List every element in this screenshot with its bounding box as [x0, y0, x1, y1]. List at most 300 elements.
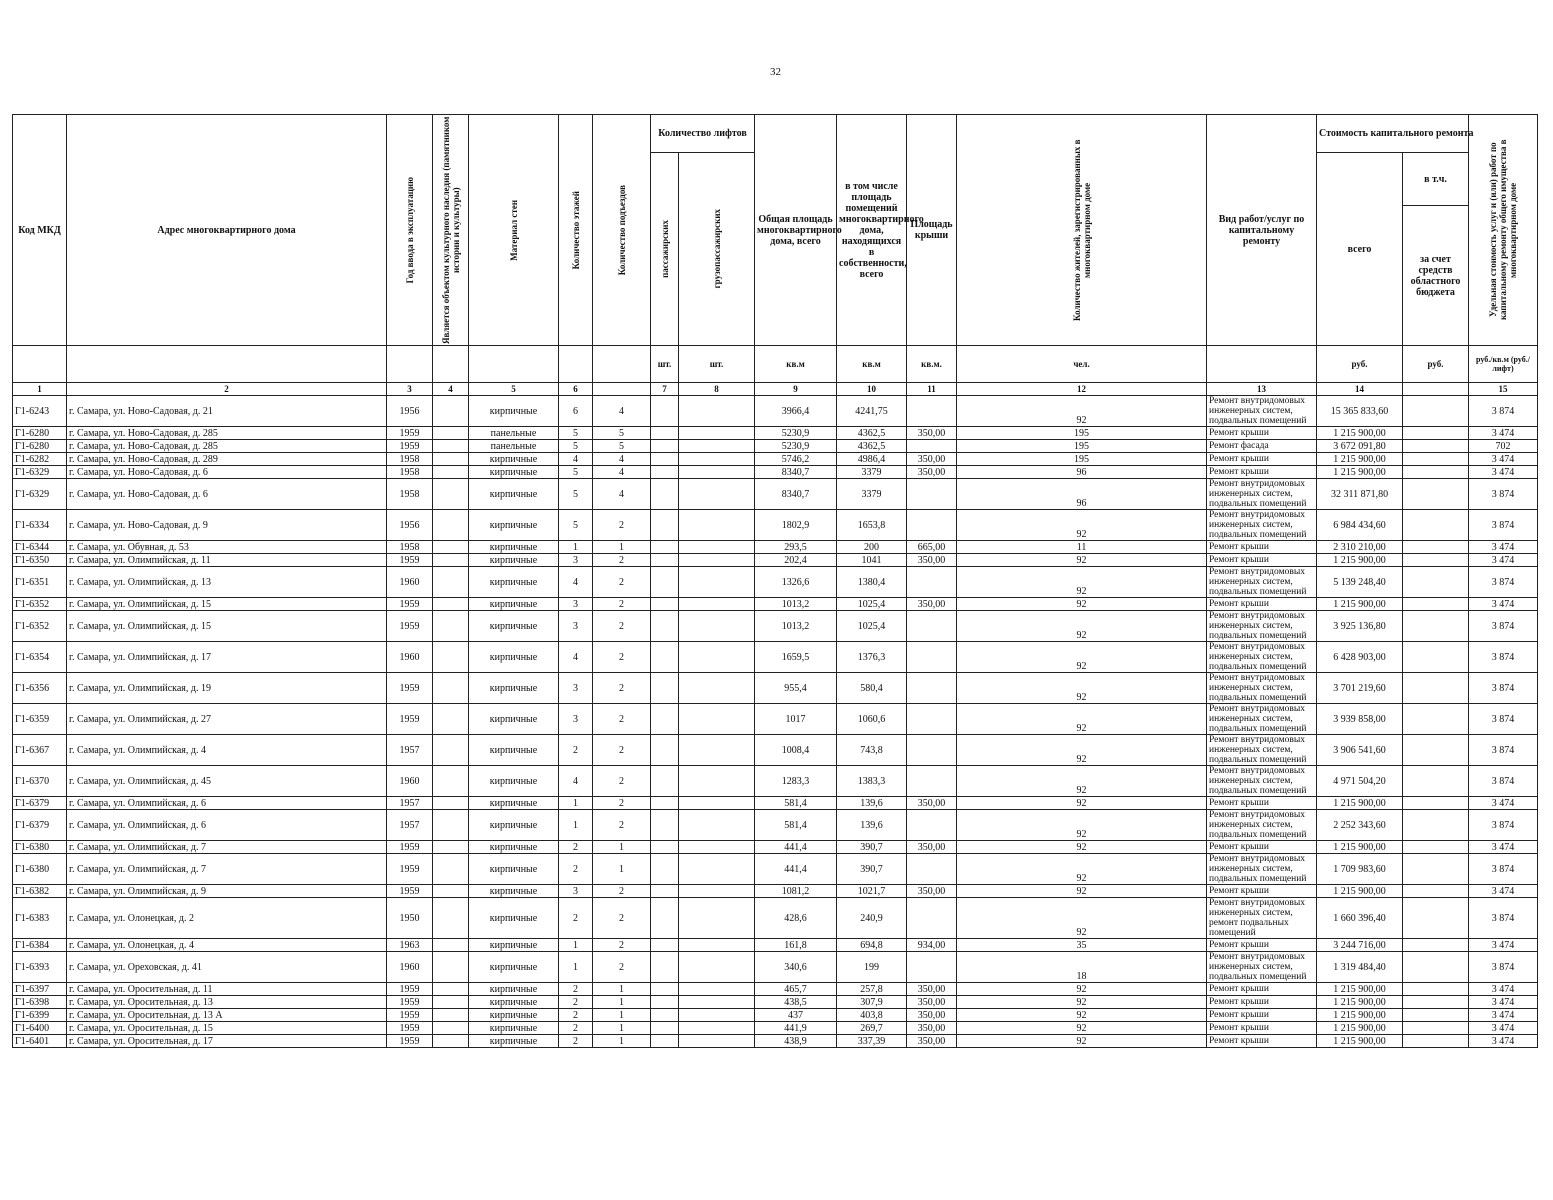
cell-cost-total: 1 215 900,00: [1317, 453, 1403, 466]
cell-residents: 92: [957, 983, 1207, 996]
cell-heritage: [433, 885, 469, 898]
cell-lifts-freight: [679, 673, 755, 704]
cell-work-type: Ремонт внутридомовых инженерных систем, подвальных помещений: [1207, 704, 1317, 735]
cell-unit-cost: 3 874: [1469, 611, 1538, 642]
cell-heritage: [433, 554, 469, 567]
cell-cost-regional: [1403, 810, 1469, 841]
cell-entrances: 1: [593, 541, 651, 554]
cell-cost-total: 1 215 900,00: [1317, 466, 1403, 479]
cell-cost-regional: [1403, 1022, 1469, 1035]
cell-work-type: Ремонт крыши: [1207, 466, 1317, 479]
cell-code: Г1-6334: [13, 510, 67, 541]
cell-lifts-freight: [679, 1035, 755, 1048]
cell-work-type: Ремонт крыши: [1207, 453, 1317, 466]
cell-address: г. Самара, ул. Олонецкая, д. 2: [67, 898, 387, 939]
cell-code: Г1-6351: [13, 567, 67, 598]
column-number: 1: [13, 383, 67, 396]
cell-entrances: 4: [593, 453, 651, 466]
cell-lifts-freight: [679, 541, 755, 554]
cell-year: 1960: [387, 952, 433, 983]
cell-entrances: 1: [593, 1035, 651, 1048]
cell-roof-area: 934,00: [907, 939, 957, 952]
cell-residents: 195: [957, 440, 1207, 453]
cell-work-type: Ремонт крыши: [1207, 885, 1317, 898]
cell-code: Г1-6354: [13, 642, 67, 673]
cell-work-type: Ремонт крыши: [1207, 939, 1317, 952]
cell-total-area: 1802,9: [755, 510, 837, 541]
cell-cost-regional: [1403, 766, 1469, 797]
cell-floors: 4: [559, 766, 593, 797]
cell-year: 1959: [387, 854, 433, 885]
cell-total-area: 441,4: [755, 841, 837, 854]
cell-address: г. Самара, ул. Олимпийская, д. 7: [67, 854, 387, 885]
cell-address: г. Самара, ул. Олимпийская, д. 15: [67, 611, 387, 642]
cell-residents: 92: [957, 996, 1207, 1009]
cell-entrances: 5: [593, 427, 651, 440]
cell-code: Г1-6397: [13, 983, 67, 996]
cell-cost-total: 1 215 900,00: [1317, 1035, 1403, 1048]
cell-lifts-passenger: [651, 567, 679, 598]
column-number: 2: [67, 383, 387, 396]
table-row: [13, 939, 1538, 952]
cell-total-area: 8340,7: [755, 479, 837, 510]
cell-floors: 4: [559, 453, 593, 466]
cell-wall: кирпичные: [469, 996, 559, 1009]
cell-year: 1959: [387, 1035, 433, 1048]
header-code: Код МКД: [13, 115, 67, 346]
cell-year: 1950: [387, 898, 433, 939]
cell-code: Г1-6398: [13, 996, 67, 1009]
column-number: 8: [679, 383, 755, 396]
table-row: [13, 766, 1538, 797]
cell-owned-area: 4241,75: [837, 396, 907, 427]
cell-roof-area: [907, 396, 957, 427]
cell-heritage: [433, 996, 469, 1009]
header-work-type: Вид работ/услуг по капитальному ремонту: [1207, 115, 1317, 346]
cell-entrances: 2: [593, 939, 651, 952]
cell-work-type: Ремонт крыши: [1207, 797, 1317, 810]
cell-cost-regional: [1403, 510, 1469, 541]
cell-owned-area: 1383,3: [837, 766, 907, 797]
cell-year: 1956: [387, 510, 433, 541]
cell-residents: 92: [957, 810, 1207, 841]
cell-floors: 2: [559, 841, 593, 854]
cell-year: 1960: [387, 766, 433, 797]
cell-lifts-passenger: [651, 885, 679, 898]
cell-address: г. Самара, ул. Ново-Садовая, д. 289: [67, 453, 387, 466]
table-row: [13, 1009, 1538, 1022]
unit-cost-regional: руб.: [1403, 346, 1469, 383]
cell-wall: кирпичные: [469, 735, 559, 766]
cell-heritage: [433, 704, 469, 735]
cell-wall: кирпичные: [469, 810, 559, 841]
cell-cost-total: 3 906 541,60: [1317, 735, 1403, 766]
cell-lifts-passenger: [651, 996, 679, 1009]
cell-lifts-freight: [679, 479, 755, 510]
cell-lifts-freight: [679, 440, 755, 453]
cell-lifts-freight: [679, 704, 755, 735]
table-row: [13, 996, 1538, 1009]
unit-roof: кв.м.: [907, 346, 957, 383]
header-residents: Количество жителей, зарегистрированных в многоквартирном доме: [1071, 139, 1092, 321]
cell-address: г. Самара, ул. Олимпийская, д. 45: [67, 766, 387, 797]
cell-unit-cost: 3 474: [1469, 996, 1538, 1009]
cell-cost-total: 6 984 434,60: [1317, 510, 1403, 541]
cell-cost-total: 1 215 900,00: [1317, 841, 1403, 854]
cell-cost-total: 3 939 858,00: [1317, 704, 1403, 735]
cell-work-type: Ремонт крыши: [1207, 554, 1317, 567]
column-number: 9: [755, 383, 837, 396]
cell-cost-regional: [1403, 996, 1469, 1009]
cell-unit-cost: 702: [1469, 440, 1538, 453]
cell-lifts-passenger: [651, 810, 679, 841]
cell-total-area: 428,6: [755, 898, 837, 939]
cell-total-area: 1659,5: [755, 642, 837, 673]
cell-heritage: [433, 453, 469, 466]
cell-unit-cost: 3 474: [1469, 1022, 1538, 1035]
cell-code: Г1-6379: [13, 810, 67, 841]
cell-total-area: 438,5: [755, 996, 837, 1009]
cell-unit-cost: 3 474: [1469, 797, 1538, 810]
capital-repair-table: [12, 114, 1538, 1048]
cell-year: 1959: [387, 996, 433, 1009]
cell-residents: 92: [957, 885, 1207, 898]
table-row: [13, 898, 1538, 939]
cell-address: г. Самара, ул. Ново-Садовая, д. 6: [67, 466, 387, 479]
cell-work-type: Ремонт крыши: [1207, 427, 1317, 440]
header-entrances: Количество подъездов: [616, 184, 627, 276]
cell-owned-area: 743,8: [837, 735, 907, 766]
cell-work-type: Ремонт внутридомовых инженерных систем, подвальных помещений: [1207, 642, 1317, 673]
cell-heritage: [433, 983, 469, 996]
cell-lifts-passenger: [651, 704, 679, 735]
cell-owned-area: 580,4: [837, 673, 907, 704]
cell-entrances: 2: [593, 704, 651, 735]
cell-roof-area: 350,00: [907, 466, 957, 479]
cell-residents: 92: [957, 735, 1207, 766]
cell-heritage: [433, 1035, 469, 1048]
cell-unit-cost: 3 874: [1469, 854, 1538, 885]
cell-owned-area: 199: [837, 952, 907, 983]
cell-unit-cost: 3 474: [1469, 983, 1538, 996]
cell-total-area: 1283,3: [755, 766, 837, 797]
cell-heritage: [433, 952, 469, 983]
cell-wall: кирпичные: [469, 567, 559, 598]
cell-total-area: 1081,2: [755, 885, 837, 898]
cell-residents: 92: [957, 611, 1207, 642]
cell-wall: панельные: [469, 427, 559, 440]
cell-cost-total: 4 971 504,20: [1317, 766, 1403, 797]
cell-heritage: [433, 810, 469, 841]
header-lifts-freight: грузопассажирских: [711, 209, 722, 289]
unit-owned-area: кв.м: [837, 346, 907, 383]
cell-entrances: 2: [593, 598, 651, 611]
cell-owned-area: 1380,4: [837, 567, 907, 598]
cell-cost-total: 3 244 716,00: [1317, 939, 1403, 952]
cell-code: Г1-6282: [13, 453, 67, 466]
header-lifts-passenger: пассажирских: [659, 220, 670, 278]
table-row: [13, 466, 1538, 479]
cell-address: г. Самара, ул. Олимпийская, д. 17: [67, 642, 387, 673]
cell-lifts-passenger: [651, 554, 679, 567]
cell-lifts-freight: [679, 1022, 755, 1035]
cell-heritage: [433, 1022, 469, 1035]
unit-lifts-freight: шт.: [679, 346, 755, 383]
cell-cost-total: 1 215 900,00: [1317, 797, 1403, 810]
cell-roof-area: [907, 735, 957, 766]
cell-wall: кирпичные: [469, 952, 559, 983]
cell-owned-area: 3379: [837, 479, 907, 510]
cell-owned-area: 694,8: [837, 939, 907, 952]
cell-floors: 2: [559, 1009, 593, 1022]
cell-total-area: 161,8: [755, 939, 837, 952]
cell-unit-cost: 3 474: [1469, 453, 1538, 466]
cell-residents: 92: [957, 1035, 1207, 1048]
cell-lifts-passenger: [651, 396, 679, 427]
cell-floors: 2: [559, 1022, 593, 1035]
cell-wall: кирпичные: [469, 704, 559, 735]
cell-address: г. Самара, ул. Ореховская, д. 41: [67, 952, 387, 983]
cell-cost-regional: [1403, 1009, 1469, 1022]
cell-address: г. Самара, ул. Оросительная, д. 13: [67, 996, 387, 1009]
cell-wall: кирпичные: [469, 898, 559, 939]
cell-cost-total: 3 701 219,60: [1317, 673, 1403, 704]
unit-lifts-passenger: шт.: [651, 346, 679, 383]
header-cost-regional: за счет средств областного бюджета: [1403, 206, 1469, 346]
table-row: [13, 841, 1538, 854]
cell-heritage: [433, 427, 469, 440]
cell-roof-area: 665,00: [907, 541, 957, 554]
cell-lifts-freight: [679, 611, 755, 642]
cell-heritage: [433, 541, 469, 554]
column-number: 3: [387, 383, 433, 396]
cell-unit-cost: 3 874: [1469, 952, 1538, 983]
cell-total-area: 955,4: [755, 673, 837, 704]
cell-lifts-freight: [679, 396, 755, 427]
cell-year: 1957: [387, 797, 433, 810]
cell-year: 1959: [387, 1022, 433, 1035]
cell-entrances: 2: [593, 810, 651, 841]
cell-code: Г1-6352: [13, 611, 67, 642]
cell-roof-area: 350,00: [907, 996, 957, 1009]
cell-lifts-freight: [679, 898, 755, 939]
cell-code: Г1-6329: [13, 479, 67, 510]
table-row: [13, 797, 1538, 810]
cell-code: Г1-6384: [13, 939, 67, 952]
table-row: [13, 598, 1538, 611]
cell-cost-regional: [1403, 567, 1469, 598]
cell-roof-area: [907, 766, 957, 797]
cell-total-area: 1017: [755, 704, 837, 735]
cell-wall: кирпичные: [469, 396, 559, 427]
cell-lifts-passenger: [651, 735, 679, 766]
cell-year: 1959: [387, 1009, 433, 1022]
cell-work-type: Ремонт фасада: [1207, 440, 1317, 453]
cell-cost-regional: [1403, 898, 1469, 939]
cell-residents: 11: [957, 541, 1207, 554]
cell-floors: 4: [559, 642, 593, 673]
cell-wall: кирпичные: [469, 453, 559, 466]
cell-lifts-freight: [679, 567, 755, 598]
cell-cost-regional: [1403, 466, 1469, 479]
cell-cost-total: 1 215 900,00: [1317, 1022, 1403, 1035]
column-number: 10: [837, 383, 907, 396]
cell-roof-area: [907, 673, 957, 704]
unit-total-area: кв.м: [755, 346, 837, 383]
column-numbers-row: [13, 383, 1538, 396]
header-cost: Стоимость капитального ремонта: [1317, 115, 1469, 153]
cell-total-area: 3966,4: [755, 396, 837, 427]
header-year: Год ввода в эксплуатацию: [404, 176, 415, 284]
cell-address: г. Самара, ул. Олимпийская, д. 13: [67, 567, 387, 598]
cell-entrances: 2: [593, 611, 651, 642]
cell-residents: 96: [957, 466, 1207, 479]
cell-residents: 92: [957, 673, 1207, 704]
cell-lifts-passenger: [651, 611, 679, 642]
cell-work-type: Ремонт внутридомовых инженерных систем, подвальных помещений: [1207, 673, 1317, 704]
cell-total-area: 340,6: [755, 952, 837, 983]
cell-address: г. Самара, ул. Олимпийская, д. 27: [67, 704, 387, 735]
cell-floors: 2: [559, 983, 593, 996]
cell-cost-total: 1 660 396,40: [1317, 898, 1403, 939]
cell-floors: 6: [559, 396, 593, 427]
header-owned-area: в том числе площадь помещений многоквартирного дома, находящихся в собственности, всего: [837, 115, 907, 346]
cell-cost-total: 3 672 091,80: [1317, 440, 1403, 453]
table-row: [13, 541, 1538, 554]
cell-cost-total: 2 252 343,60: [1317, 810, 1403, 841]
cell-total-area: 5230,9: [755, 440, 837, 453]
cell-cost-regional: [1403, 642, 1469, 673]
cell-code: Г1-6344: [13, 541, 67, 554]
cell-floors: 2: [559, 898, 593, 939]
cell-lifts-freight: [679, 810, 755, 841]
cell-lifts-passenger: [651, 939, 679, 952]
page-number: 32: [770, 66, 781, 78]
cell-year: 1963: [387, 939, 433, 952]
cell-entrances: 2: [593, 567, 651, 598]
cell-wall: кирпичные: [469, 510, 559, 541]
cell-year: 1960: [387, 567, 433, 598]
cell-code: Г1-6329: [13, 466, 67, 479]
header-cost-incl: в т.ч.: [1403, 153, 1469, 206]
cell-roof-area: [907, 952, 957, 983]
cell-work-type: Ремонт крыши: [1207, 1022, 1317, 1035]
cell-owned-area: 4986,4: [837, 453, 907, 466]
cell-lifts-passenger: [651, 952, 679, 983]
cell-code: Г1-6350: [13, 554, 67, 567]
header-lifts: Количество лифтов: [651, 115, 755, 153]
cell-cost-regional: [1403, 939, 1469, 952]
unit-cost-total: руб.: [1317, 346, 1403, 383]
cell-address: г. Самара, ул. Ново-Садовая, д. 9: [67, 510, 387, 541]
cell-entrances: 1: [593, 1009, 651, 1022]
cell-unit-cost: 3 874: [1469, 766, 1538, 797]
header-wall: Материал стен: [508, 199, 519, 261]
cell-code: Г1-6401: [13, 1035, 67, 1048]
cell-entrances: 4: [593, 466, 651, 479]
cell-residents: 92: [957, 1009, 1207, 1022]
cell-address: г. Самара, ул. Олимпийская, д. 7: [67, 841, 387, 854]
cell-year: 1959: [387, 611, 433, 642]
cell-roof-area: [907, 567, 957, 598]
cell-roof-area: 350,00: [907, 427, 957, 440]
cell-code: Г1-6380: [13, 854, 67, 885]
cell-roof-area: [907, 704, 957, 735]
cell-roof-area: 350,00: [907, 554, 957, 567]
cell-wall: кирпичные: [469, 885, 559, 898]
cell-entrances: 5: [593, 440, 651, 453]
cell-year: 1957: [387, 810, 433, 841]
table-body: [13, 396, 1538, 1048]
cell-roof-area: [907, 898, 957, 939]
cell-lifts-freight: [679, 598, 755, 611]
cell-unit-cost: 3 474: [1469, 939, 1538, 952]
cell-heritage: [433, 673, 469, 704]
cell-residents: 92: [957, 598, 1207, 611]
cell-total-area: 5746,2: [755, 453, 837, 466]
table-row: [13, 1022, 1538, 1035]
cell-roof-area: [907, 854, 957, 885]
cell-work-type: Ремонт крыши: [1207, 541, 1317, 554]
cell-cost-regional: [1403, 673, 1469, 704]
cell-entrances: 2: [593, 642, 651, 673]
cell-entrances: 2: [593, 885, 651, 898]
cell-residents: 92: [957, 841, 1207, 854]
cell-roof-area: [907, 611, 957, 642]
cell-year: 1960: [387, 642, 433, 673]
cell-unit-cost: 3 874: [1469, 479, 1538, 510]
cell-roof-area: [907, 810, 957, 841]
cell-year: 1957: [387, 735, 433, 766]
cell-owned-area: 200: [837, 541, 907, 554]
cell-owned-area: 257,8: [837, 983, 907, 996]
cell-lifts-passenger: [651, 642, 679, 673]
table-row: [13, 440, 1538, 453]
cell-lifts-passenger: [651, 766, 679, 797]
cell-work-type: Ремонт крыши: [1207, 1035, 1317, 1048]
cell-owned-area: 1021,7: [837, 885, 907, 898]
cell-wall: кирпичные: [469, 939, 559, 952]
cell-address: г. Самара, ул. Олимпийская, д. 6: [67, 810, 387, 841]
column-number: 13: [1207, 383, 1317, 396]
cell-unit-cost: 3 474: [1469, 841, 1538, 854]
cell-wall: кирпичные: [469, 854, 559, 885]
cell-roof-area: 350,00: [907, 885, 957, 898]
cell-owned-area: 1060,6: [837, 704, 907, 735]
cell-lifts-freight: [679, 735, 755, 766]
cell-work-type: Ремонт крыши: [1207, 598, 1317, 611]
cell-owned-area: 1376,3: [837, 642, 907, 673]
cell-unit-cost: 3 874: [1469, 673, 1538, 704]
cell-owned-area: 3379: [837, 466, 907, 479]
cell-unit-cost: 3 474: [1469, 466, 1538, 479]
cell-residents: 92: [957, 704, 1207, 735]
cell-heritage: [433, 567, 469, 598]
table-row: [13, 642, 1538, 673]
cell-lifts-passenger: [651, 841, 679, 854]
table-row: [13, 567, 1538, 598]
cell-floors: 2: [559, 996, 593, 1009]
cell-year: 1959: [387, 841, 433, 854]
cell-entrances: 4: [593, 479, 651, 510]
column-number: 12: [957, 383, 1207, 396]
cell-code: Г1-6280: [13, 440, 67, 453]
cell-wall: кирпичные: [469, 541, 559, 554]
cell-work-type: Ремонт внутридомовых инженерных систем, подвальных помещений: [1207, 854, 1317, 885]
cell-floors: 5: [559, 510, 593, 541]
cell-lifts-passenger: [651, 797, 679, 810]
cell-heritage: [433, 939, 469, 952]
